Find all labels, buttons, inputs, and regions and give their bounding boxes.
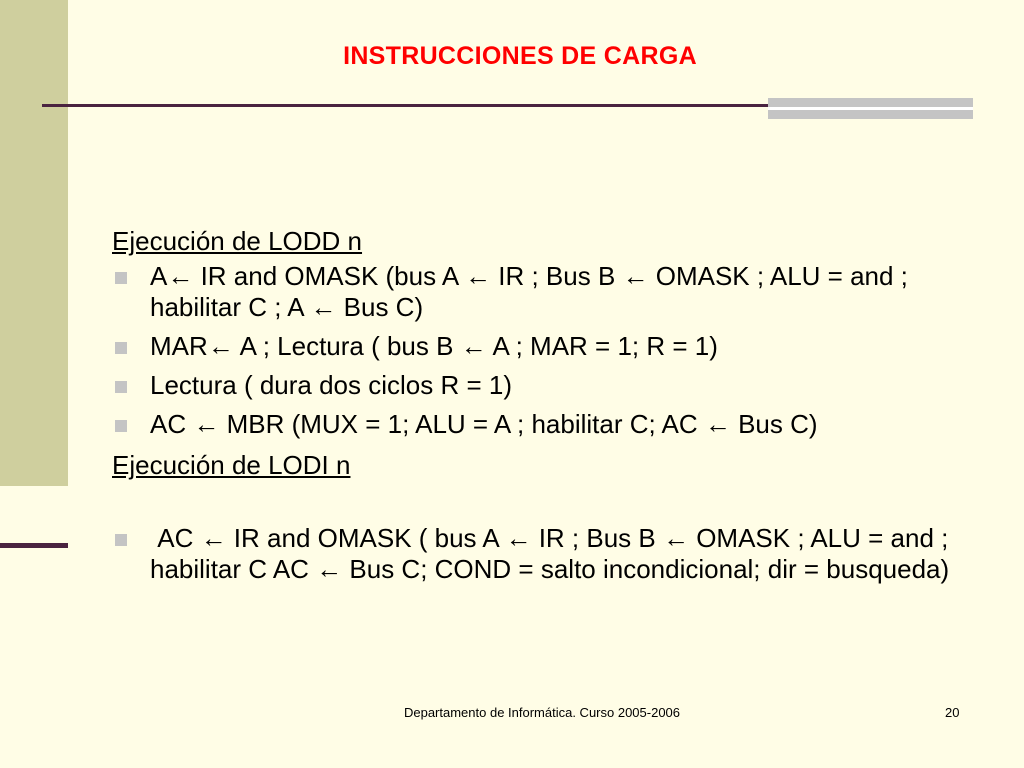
square-bullet-icon — [115, 420, 127, 432]
left-decorative-band — [0, 0, 68, 486]
bullet-text: AC ← MBR (MUX = 1; ALU = A ; habilitar C; AC ← Bus C) — [150, 409, 818, 439]
square-bullet-icon — [115, 381, 127, 393]
page-number: 20 — [945, 705, 960, 720]
slide-body — [112, 226, 956, 593]
bullet-item — [112, 331, 952, 362]
spacer — [112, 485, 952, 523]
slide-title: INSTRUCCIONES DE CARGA — [343, 42, 697, 70]
title-divider-block-line — [768, 107, 973, 110]
section-heading-lodd: Ejecución de LODD n — [112, 226, 363, 256]
bullet-item — [112, 261, 952, 323]
square-bullet-icon — [115, 342, 127, 354]
square-bullet-icon — [115, 534, 127, 546]
bullet-item — [112, 523, 956, 585]
bullet-text: A← IR and OMASK (bus A ← IR ; Bus B ← OMASK ; ALU = and ; habilitar C ; A ← Bus C) — [150, 261, 908, 322]
left-accent-bar — [0, 543, 68, 548]
bullet-text: Lectura ( dura dos ciclos R = 1) — [150, 370, 512, 400]
square-bullet-icon — [115, 272, 127, 284]
bullet-item — [112, 370, 952, 401]
bullet-text: MAR← A ; Lectura ( bus B ← A ; MAR = 1; R = 1) — [150, 331, 718, 361]
bullet-item — [112, 409, 952, 440]
footer-text: Departamento de Informática. Curso 2005-2006 — [403, 705, 681, 720]
section-heading-lodi: Ejecución de LODI n — [112, 450, 351, 480]
bullet-text: AC ← IR and OMASK ( bus A ← IR ; Bus B ← OMASK ; ALU = and ; habilitar C AC ← Bus C; COND = salto incondicional; dir = busqueda) — [150, 523, 956, 584]
